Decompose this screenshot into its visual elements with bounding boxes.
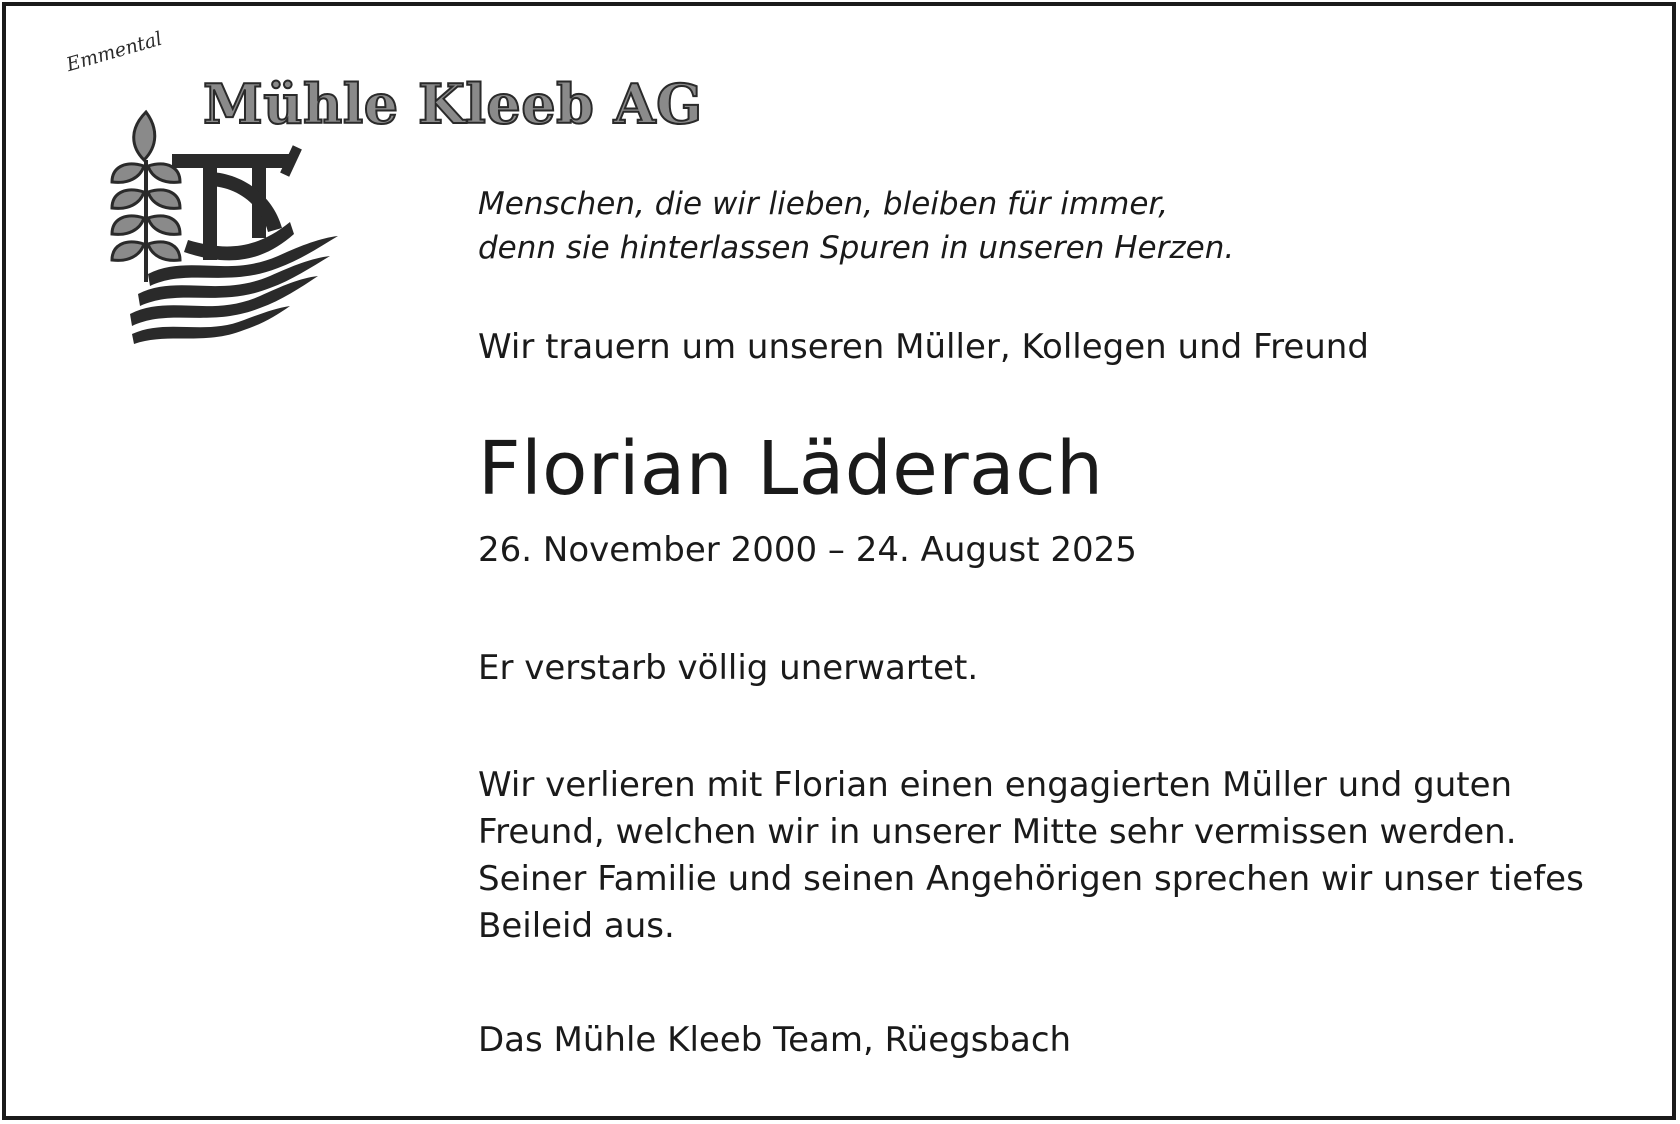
life-dates: 26. November 2000 – 24. August 2025 (478, 530, 1137, 570)
intro-line: Wir trauern um unseren Müller, Kollegen und Freund (478, 327, 1369, 367)
signature-line: Das Mühle Kleeb Team, Rüegsbach (478, 1020, 1072, 1060)
logo-brand-text: Mühle Kleeb AG (203, 72, 703, 136)
memorial-quote: Menschen, die wir lieben, bleiben für immer, denn sie hinterlassen Spuren in unseren Herzen. (478, 186, 1235, 266)
deceased-name: Florian Läderach (478, 426, 1104, 512)
condolence-text: Wir verlieren mit Florian einen engagierten Müller und guten Freund, welchen wir in unserer Mitte sehr vermissen werden. Seiner Familie und seinen Angehörigen sprechen wir unser tiefes Beileid aus. (478, 765, 1584, 946)
mill-wheel-icon (172, 145, 302, 260)
wheat-ear-icon (112, 112, 180, 282)
death-note: Er verstarb völlig unerwartet. (478, 648, 979, 688)
logo-script-text: Emmental (63, 27, 165, 76)
